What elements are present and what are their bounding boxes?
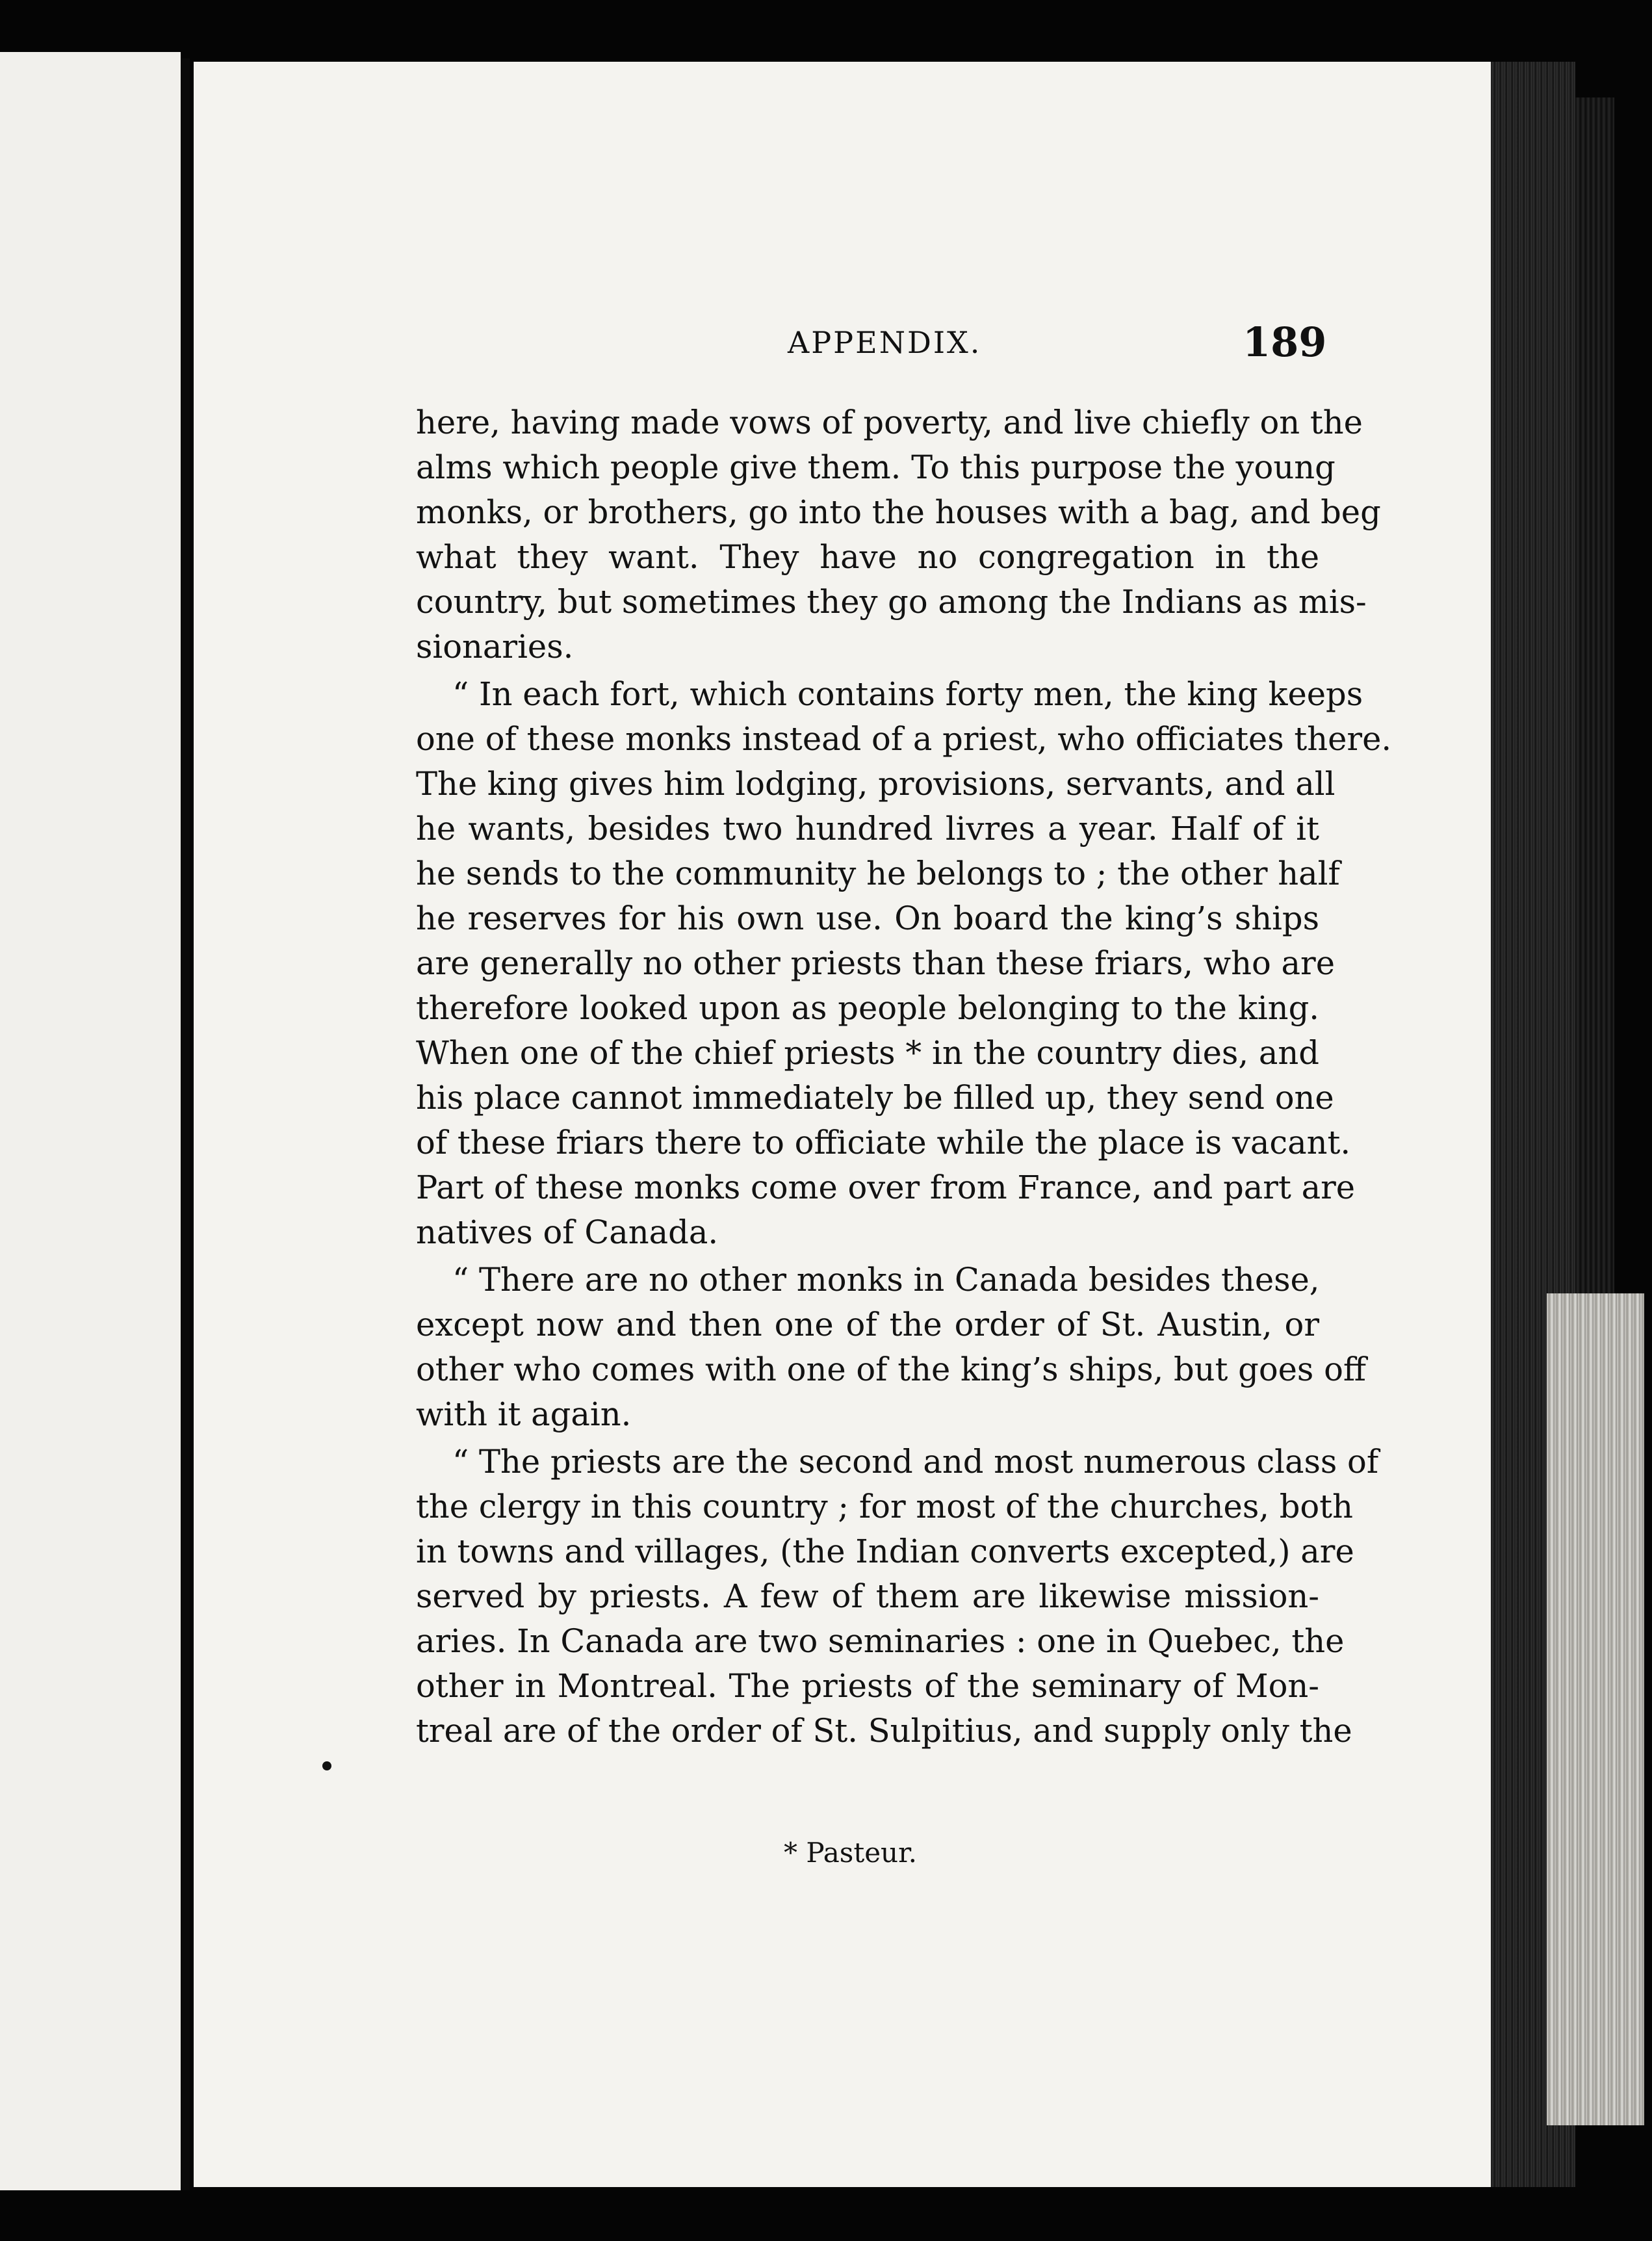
text-line: the clergy in this country ; for most of the churches, both <box>416 1488 1353 1525</box>
text-line: he reserves for his own use. On board the king’s ships <box>416 900 1319 937</box>
text-line: in towns and villages, (the Indian converts excepted,) are <box>416 1533 1354 1570</box>
text-line: alms which people give them. To this purpose the young <box>416 448 1336 486</box>
margin-mark <box>322 1761 331 1770</box>
facing-page-edge <box>0 52 181 2190</box>
text-line: When one of the chief priests * in the country dies, and <box>416 1034 1319 1072</box>
text-line: here, having made vows of poverty, and live chiefly on the <box>416 404 1363 441</box>
text-line: he sends to the community he belongs to ; the other half <box>416 855 1340 892</box>
text-line: natives of Canada. <box>416 1213 719 1251</box>
text-line: are generally no other priests than these friars, who are <box>416 944 1335 982</box>
text-line: served by priests. A few of them are likewise mission- <box>416 1577 1319 1615</box>
text-line: The king gives him lodging, provisions, servants, and all <box>416 765 1336 803</box>
text-line: aries. In Canada are two seminaries : one in Quebec, the <box>416 1622 1345 1660</box>
text-line: one of these monks instead of a priest, who officiates there. <box>416 720 1392 758</box>
text-line: his place cannot immediately be filled up, they send one <box>416 1079 1334 1117</box>
text-line: with it again. <box>416 1395 632 1433</box>
text-line: “ In each fort, which contains forty men, the king keeps <box>452 675 1363 713</box>
book-gutter <box>181 58 190 2190</box>
text-line: what they want. They have no congregation in the <box>416 538 1319 576</box>
text-line: treal are of the order of St. Sulpitius, and supply only the <box>416 1712 1352 1750</box>
text-line: he wants, besides two hundred livres a year. Half of it <box>416 810 1319 848</box>
text-line: except now and then one of the order of St. Austin, or <box>416 1306 1319 1343</box>
footnote: * Pasteur. <box>784 1837 917 1869</box>
text-line: “ The priests are the second and most numerous class of <box>452 1443 1379 1481</box>
page-stack-edge-lower <box>1547 1293 1644 2125</box>
text-line: sionaries. <box>416 628 574 666</box>
body-text <box>416 400 1392 1754</box>
text-line: Part of these monks come over from France, and part are <box>416 1169 1356 1206</box>
text-line: country, but sometimes they go among the Indians as mis- <box>416 583 1367 621</box>
running-head: APPENDIX. <box>788 325 982 360</box>
text-line: therefore looked upon as people belonging to the king. <box>416 989 1319 1027</box>
text-line: other who comes with one of the king’s ships, but goes off <box>416 1351 1367 1388</box>
page-stack-edge-upper <box>1575 97 1614 1293</box>
text-line: other in Montreal. The priests of the seminary of Mon- <box>416 1667 1319 1705</box>
text-line: “ There are no other monks in Canada besides these, <box>452 1261 1320 1299</box>
text-line: of these friars there to officiate while the place is vacant. <box>416 1124 1351 1161</box>
page-number: 189 <box>1243 318 1327 366</box>
text-line: monks, or brothers, go into the houses with a bag, and beg <box>416 493 1381 531</box>
